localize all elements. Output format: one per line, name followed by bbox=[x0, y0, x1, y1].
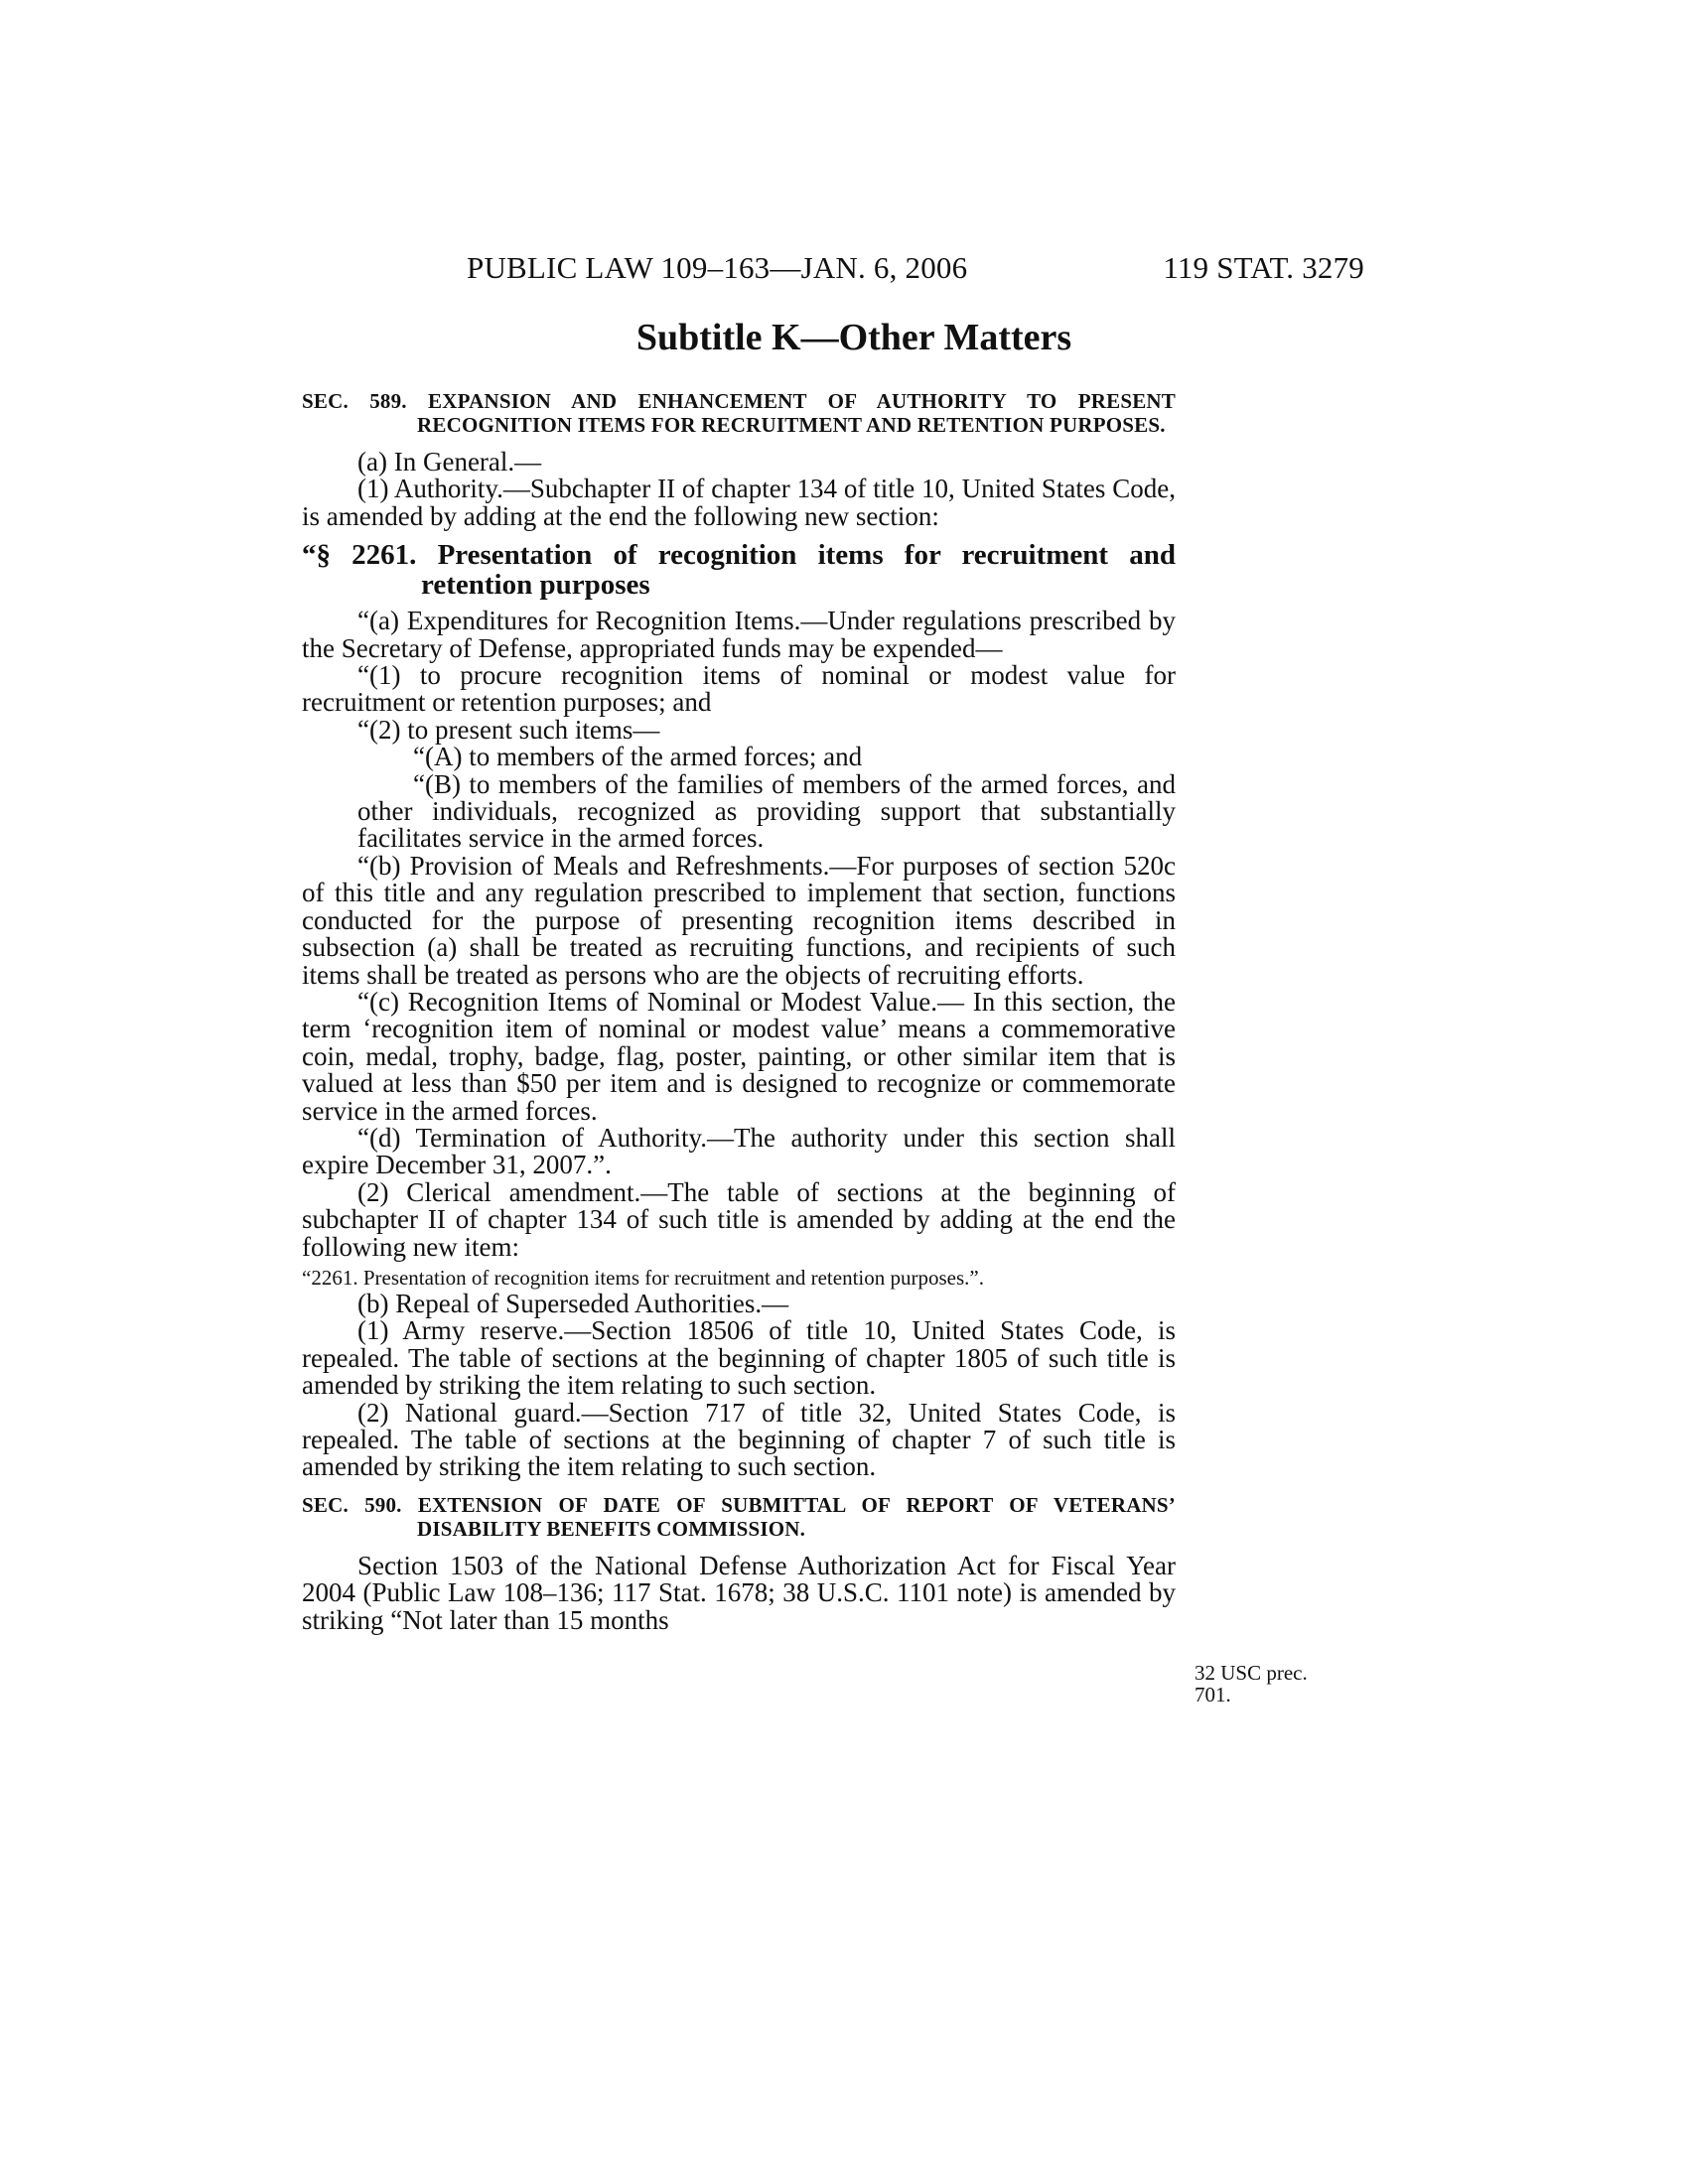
code-subsection-a: “(a) Expenditures for Recognition Items.—Under regulations prescribed by the Secretary of Defense, appropriated funds may be expended— bbox=[302, 606, 1176, 663]
code-subparagraph-a2A: “(A) to members of the armed forces; and bbox=[413, 742, 863, 772]
table-of-sections-item: “2261. Presentation of recognition items for recruitment and retention purposes.”. bbox=[302, 1265, 984, 1290]
code-subparagraph-a2B: “(B) to members of the families of members of the armed forces, and other individuals, recognized as providing support that substantially facilitates service in the armed forces. bbox=[357, 768, 1176, 854]
paragraph-a1-authority: (1) Authority.—Subchapter II of chapter 134 of title 10, United States Code, is amended by adding at the end the following new section: bbox=[302, 474, 1176, 531]
code-section-2261-heading: “§ 2261. Presentation of recognition items for recruitment and retention purposes bbox=[302, 539, 1176, 602]
subsection-a-heading: (a) In General.— bbox=[357, 447, 542, 477]
margin-note bbox=[1195, 1662, 1314, 1706]
code-subsection-b: “(b) Provision of Meals and Refreshments.—For purposes of section 520c of this title and any regulation prescribed to implement that section, functions conducted for the purpose of presenting recognition items described in subsection (a) shall be treated as recruiting functions, and recipients of such items shall be treated as persons who are the objects of recruiting efforts. bbox=[302, 850, 1176, 990]
header-page-number: 119 STAT. 3279 bbox=[1163, 250, 1364, 285]
code-subsection-c: “(c) Recognition Items of Nominal or Modest Value.— In this section, the term ‘recognition item of nominal or modest value’ means a commemorative coin, medal, trophy, badge, flag, poster, painting, or other similar item that is valued at less than $50 per item and is designed to recognize or commemorate service in the armed forces. bbox=[302, 986, 1176, 1126]
subsection-b-heading: (b) Repeal of Superseded Authorities.— bbox=[357, 1288, 789, 1318]
section-590-text: Section 1503 of the National Defense Authorization Act for Fiscal Year 2004 (Public Law 108–136; 117 Stat. 1678; 38 U.S.C. 1101 note) is amended by striking “Not later than 15 months bbox=[302, 1550, 1176, 1635]
paragraph-a2-clerical: (2) Clerical amendment.—The table of sections at the beginning of subchapter II of chapter 134 of such title is amended by adding at the end the following new item: bbox=[302, 1176, 1176, 1262]
paragraph-b2-national-guard: (2) National guard.—Section 717 of title 32, United States Code, is repealed. The table of sections at the beginning of chapter 7 of such title is amended by striking the item relating to such section. bbox=[302, 1397, 1176, 1482]
code-subsection-d: “(d) Termination of Authority.—The authority under this section shall expire December 31, 2007.”. bbox=[302, 1122, 1176, 1180]
subtitle-heading: Subtitle K—Other Matters bbox=[635, 317, 1072, 358]
document-body bbox=[302, 389, 1176, 1634]
section-590-heading: SEC. 590. EXTENSION OF DATE OF SUBMITTAL OF REPORT OF VETERANS’ DISABILITY BENEFITS COMMISSION. bbox=[302, 1492, 1176, 1541]
code-paragraph-a1: “(1) to procure recognition items of nominal or modest value for recruitment or retention purposes; and bbox=[302, 660, 1176, 718]
margin-note-line-2: 701. bbox=[1195, 1683, 1231, 1706]
header-citation: PUBLIC LAW 109–163—JAN. 6, 2006 bbox=[467, 250, 968, 285]
code-paragraph-a2: “(2) to present such items— bbox=[357, 714, 660, 745]
section-589-heading: SEC. 589. EXPANSION AND ENHANCEMENT OF AUTHORITY TO PRESENT RECOGNITION ITEMS FOR RECRUITMENT AND RETENTION PURPOSES. bbox=[302, 389, 1176, 437]
margin-note-line-1: 32 USC prec. bbox=[1195, 1661, 1308, 1685]
paragraph-b1-army-reserve: (1) Army reserve.—Section 18506 of title 10, United States Code, is repealed. The table of sections at the beginning of chapter 1805 of such title is amended by striking the item relating to such section. bbox=[302, 1315, 1176, 1401]
